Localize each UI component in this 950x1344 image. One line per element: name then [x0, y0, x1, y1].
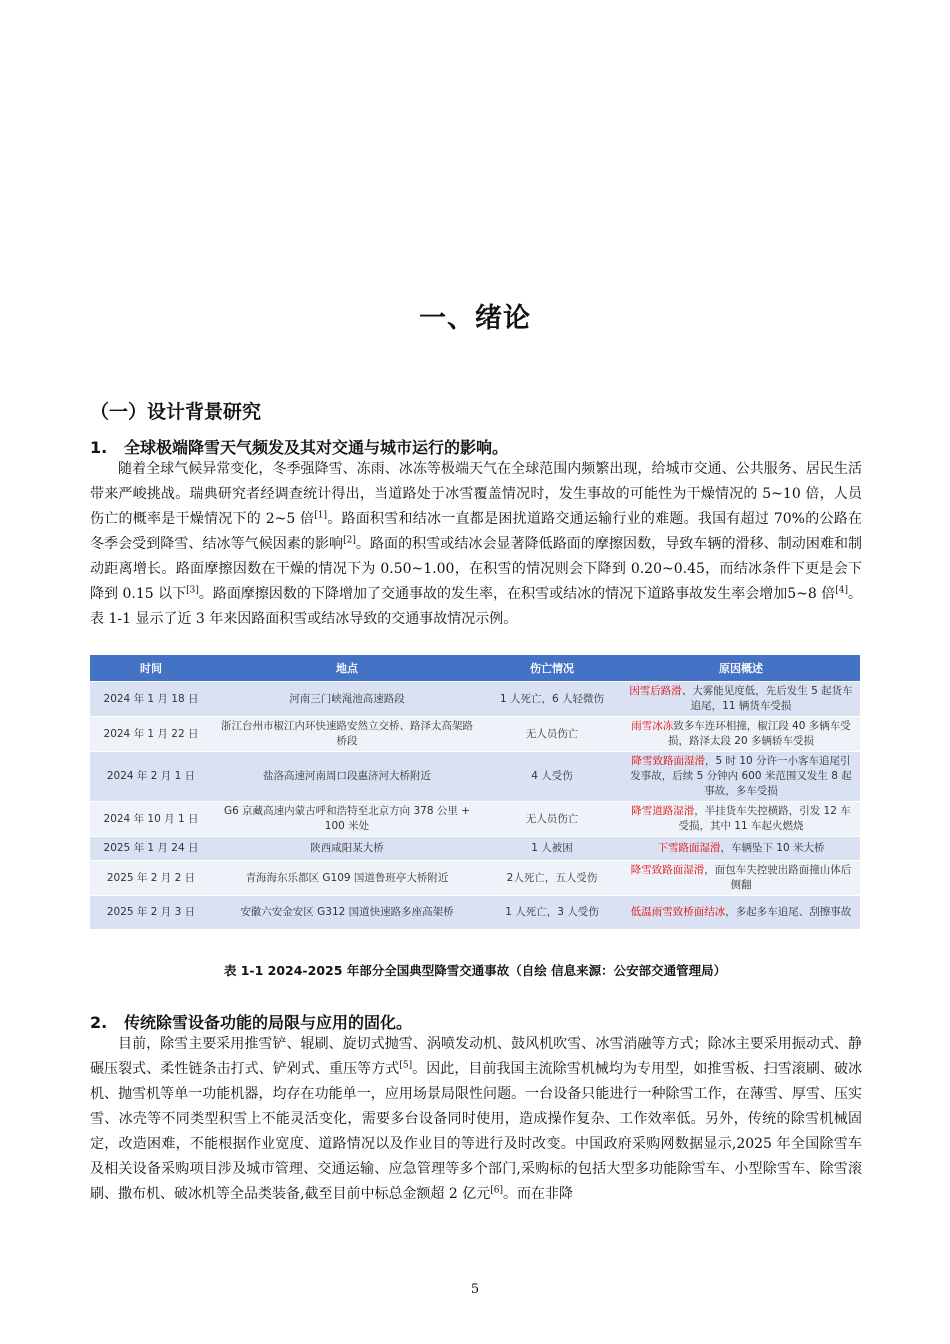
cell-place: G6 京藏高速内蒙古呼和浩特至北京方向 378 公里 + 100 米处 — [212, 802, 482, 837]
para-text: 。路面积雪和结冰一直都是困扰道路交通运输行业的难题。我国有超过 70%的公路在冬季会受到降雪、结冰等气候因素的影响 — [90, 511, 862, 552]
heading-number: 2. — [90, 1013, 108, 1032]
cause-highlight: 下雪路面湿滑 — [657, 842, 721, 854]
table-row — [90, 861, 860, 896]
cell-casualty: 无人员伤亡 — [482, 802, 622, 837]
cell-time: 2025 年 1 月 24 日 — [90, 837, 212, 861]
citation-ref: [3] — [186, 585, 199, 596]
table-row — [90, 682, 860, 717]
chapter-title: 一、绪论 — [419, 303, 531, 334]
cell-casualty: 无人员伤亡 — [482, 717, 622, 752]
cause-highlight: 雨雪冰冻 — [631, 720, 674, 732]
cell-place: 青海海东乐都区 G109 国道鲁班亭大桥附近 — [212, 861, 482, 896]
cell-time: 2024 年 1 月 22 日 — [90, 717, 212, 752]
cause-text: 致多车连环相撞，椒江段 40 多辆车受损，路泽太段 20 多辆轿车受损 — [667, 720, 851, 747]
para-text: 随着全球气候异常变化，冬季强降雪、冻雨、冰冻等极端天气在全球范围内频繁出现，给城市交通、公共服务、居民生活带来严峻挑战。瑞典研究者经调查统计得出，当道路处于冰雪覆盖情况时，发生事故的可能性为干燥情况的 5~10 倍，人员伤亡的概率是干燥情况下的 2~5 倍 — [90, 461, 862, 527]
cause-highlight: 因雪后路滑 — [629, 685, 682, 697]
cell-cause — [622, 682, 860, 717]
citation-ref: [5] — [399, 1060, 413, 1071]
cell-place: 安徽六安金安区 G312 国道快速路多座高架桥 — [212, 896, 482, 930]
table-row — [90, 752, 860, 802]
table-header-row — [90, 655, 860, 682]
cause-highlight: 低温雨雪致桥面结冰 — [630, 906, 726, 918]
cell-place: 河南三门峡渑池高速路段 — [212, 682, 482, 717]
section-title: （一）设计背景研究 — [90, 401, 262, 423]
subsection-heading-1 — [90, 435, 508, 458]
cell-casualty: 1 人被困 — [482, 837, 622, 861]
column-header: 原因概述 — [622, 655, 860, 682]
cell-time: 2025 年 2 月 3 日 — [90, 896, 212, 930]
para-text: 。表 1-1 显示了近 3 年来因路面积雪或结冰导致的交通事故情况示例。 — [90, 586, 862, 627]
citation-ref: [6] — [490, 1185, 504, 1196]
column-header: 时间 — [90, 655, 212, 682]
cell-time: 2024 年 1 月 18 日 — [90, 682, 212, 717]
cause-highlight: 降雪致路面湿滑 — [631, 755, 705, 767]
heading-text: 全球极端降雪天气频发及其对交通与城市运行的影响。 — [124, 438, 509, 457]
cause-text: ，半挂货车失控横路，引发 12 车受损，其中 11 车起火燃烧 — [678, 805, 851, 832]
cause-text: ，5 时 10 分许一小客车追尾引发事故，后续 5 分钟内 600 米范围又发生 8 起事故，多车受损 — [630, 755, 852, 797]
citation-ref: [2] — [343, 535, 356, 546]
cell-casualty: 1 人死亡，3 人受伤 — [482, 896, 622, 930]
cause-text: ，多起多车追尾、刮擦事故 — [725, 906, 852, 918]
cell-place: 盐洛高速河南周口段惠济河大桥附近 — [212, 752, 482, 802]
cell-cause — [622, 896, 860, 930]
column-header: 伤亡情况 — [482, 655, 622, 682]
page-number: 5 — [470, 1282, 480, 1297]
cause-text: ，车辆坠下 10 米大桥 — [720, 842, 825, 854]
accident-table — [90, 655, 860, 930]
cell-casualty: 1 人死亡，6 人轻微伤 — [482, 682, 622, 717]
body-paragraph-1 — [90, 457, 862, 632]
table-caption: 表 1-1 2024-2025 年部分全国典型降雪交通事故（自绘 信息来源：公安部交通管理局） — [223, 963, 727, 978]
cell-place: 浙江台州市椒江内环快速路安然立交桥、路泽太高架路桥段 — [212, 717, 482, 752]
cause-highlight: 降雪致路面湿滑 — [630, 864, 705, 876]
column-header: 地点 — [212, 655, 482, 682]
heading-number: 1. — [90, 438, 108, 457]
cell-casualty: 2人死亡，五人受伤 — [482, 861, 622, 896]
para-text: 。因此，目前我国主流除雪机械均为专用型，如推雪板、扫雪滚刷、破冰机、抛雪机等单一功能机器，均存在功能单一，应用场景局限性问题。一台设备只能进行一种除雪工作，在薄雪、厚雪、压实雪、冰壳等不同类型积雪上不能灵活变化，需要多台设备同时使用，造成操作复杂、工作效率低。另外，传统的除雪机械固定，改造困难，不能根据作业宽度、道路情况以及作业目的等进行及时改变。中国政府采购网数据显示,2025 年全国除雪车及相关设备采购项目涉及城市管理、交通运输、应急管理等多个部门,采购标的包括大型多功能除雪车、小型除雪车、除雪滚刷、撒布机、破冰机等全品类装备,截至目前中标总金额超 2 亿元 — [90, 1061, 863, 1202]
cause-text: ，面包车失控驶出路面撞山体后侧翻 — [704, 864, 852, 891]
cell-cause — [622, 837, 860, 861]
para-text: 目前，除雪主要采用推雪铲、辊刷、旋切式抛雪、涡喷发动机、鼓风机吹雪、冰雪消融等方式；除冰主要采用振动式、静碾压裂式、柔性链条击打式、铲剁式、重压等方式 — [90, 1036, 862, 1077]
cell-cause — [622, 717, 860, 752]
subsection-heading-2 — [90, 1010, 412, 1033]
para-text: 。而在非降 — [503, 1186, 574, 1202]
cause-highlight: 降雪道路湿滑 — [631, 805, 695, 817]
cell-casualty: 4 人受伤 — [482, 752, 622, 802]
cell-time: 2024 年 10 月 1 日 — [90, 802, 212, 837]
cell-place: 陕西咸阳某大桥 — [212, 837, 482, 861]
body-paragraph-2 — [90, 1032, 862, 1207]
cell-cause — [622, 752, 860, 802]
cell-cause — [622, 861, 860, 896]
cause-text: 、大雾能见度低，先后发生 5 起货车追尾，11 辆货车受损 — [681, 685, 853, 712]
para-text: 。路面摩擦因数的下降增加了交通事故的发生率，在积雪或结冰的情况下道路事故发生率会增加5~8 倍 — [198, 586, 836, 602]
cell-time: 2025 年 2 月 2 日 — [90, 861, 212, 896]
table-row — [90, 837, 860, 861]
table-row — [90, 896, 860, 930]
heading-text: 传统除雪设备功能的局限与应用的固化。 — [124, 1013, 413, 1032]
citation-ref: [1] — [314, 510, 328, 521]
para-text: 。路面的积雪或结冰会显著降低路面的摩擦因数，导致车辆的滑移、制动困难和制动距离增长。路面摩擦因数在干燥的情况下为 0.50~1.00，在积雪的情况则会下降到 0.20~0.45，而结冰条件下更是会下降到 0.15 以下 — [90, 536, 863, 602]
cell-time: 2024 年 2 月 1 日 — [90, 752, 212, 802]
cell-cause — [622, 802, 860, 837]
table-row — [90, 717, 860, 752]
citation-ref: [4] — [835, 585, 848, 596]
table-row — [90, 802, 860, 837]
